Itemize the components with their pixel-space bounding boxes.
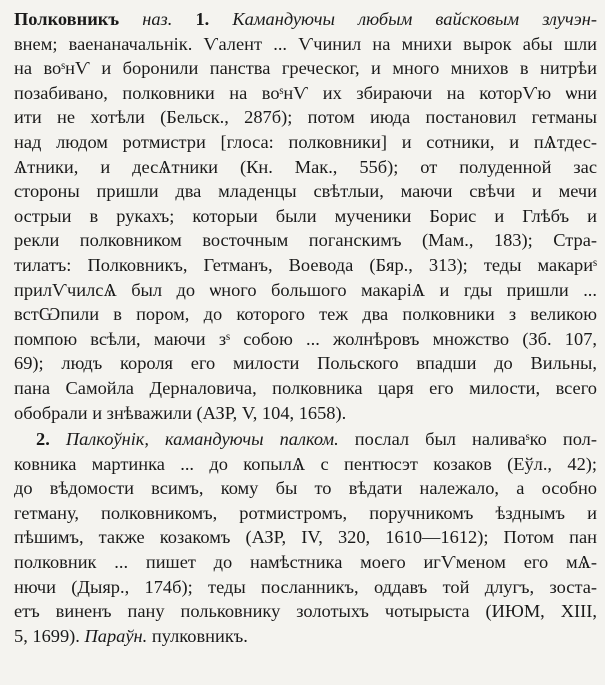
text-line: полковник ... пишет до намѣстника моего игѴменом его мѦ-: [14, 552, 597, 573]
text-line: позабивано, полковники на воˢнѴ их збираючи на которѴю ѡни: [14, 82, 597, 103]
text-line: 5, 1699).: [14, 625, 80, 646]
text-line: на воˢнѴ и боронили панства греческог, и много мнихов в нитрѣи: [14, 58, 597, 79]
text-line: до вѣдомости всимъ, кому бы то вѣдати належало, а особно: [14, 478, 597, 499]
text-line: обобрали и знѣважили (АЗР, V, 104, 1658).: [14, 402, 347, 423]
entry-sense-1: [14, 7, 597, 425]
text-line: 69); людъ короля его милости Польского впадши до Вильны,: [14, 353, 597, 374]
text-line: рекли полковником восточным поганскимъ (Мам., 183); Стра-: [14, 230, 597, 251]
headword: Полковникъ: [14, 9, 120, 29]
text-line: помпою всѣли, маючи зˢ собою ... жолнѣровъ множство (Зб. 107,: [14, 328, 597, 349]
text-line: пана Самойла Дерналовича, полковника царя его милости, всего: [14, 377, 597, 398]
text-line: тилатъ: Полковникъ, Гетманъ, Воевода (Бяр., 313); теды макариˢ: [14, 254, 597, 275]
text-line: ити не хотѣли (Бельск., 287б); потом июда постановил гетманы: [14, 107, 597, 128]
text-line: над людом ротмистри [глоса: полковники] и сотники, и пѦтдес-: [14, 131, 597, 152]
text-line: встѠпили в пором, до которого теж два полковники з великою: [14, 304, 597, 325]
text-line: нючи (Дыяр., 174б); теды посланникъ, оддавъ той длугъ, зоста-: [14, 576, 597, 597]
text-line: ковника мартинка ... до копылѦ с пентюсэт козаков (Еўл., 42);: [14, 453, 597, 474]
text-line: послал был наливаˢко пол-: [354, 429, 597, 450]
text-line: пѣшимъ, также козакомъ (АЗР, IV, 320, 1610—1612); Потом пан: [14, 527, 597, 548]
text-line: етъ виненъ пану польковнику золотыхъ чотырыста (ИЮМ, XIII,: [14, 601, 597, 622]
sense-gloss: Камандуючы любым вайсковым злучэн-: [232, 9, 597, 29]
text-line: стороны пришли два младенцы свѣтлыи, маючи свѣчи и мечи: [14, 181, 597, 202]
text-line: прилѴчилсѦ был до ѡного большого макаріѦ и гды пришли ...: [14, 279, 597, 300]
entry-sense-2: [14, 427, 597, 648]
sense-number: 1.: [195, 9, 210, 29]
sense-gloss: Палкоўнік, камандуючы палком.: [65, 429, 339, 450]
text-line: Ѧтники, и десѦтники (Кн. Мак., 55б); от полуденной зас: [14, 156, 597, 177]
sense-number: 2.: [36, 429, 50, 450]
paralel-word: пулковникъ.: [151, 625, 248, 646]
paralel-label: Параўн.: [84, 625, 148, 646]
text-line: внем; ваенаначальнік. Ѵалент ... Ѵчинил на мнихи вырок абы шли: [14, 33, 597, 54]
text-line: острыи в рукахъ; которыи были мученики Борис и Глѣбъ и: [14, 205, 597, 226]
part-of-speech: наз.: [142, 9, 173, 29]
text-line: гетману, полковникомъ, ротмистромъ, поручникомъ ѣзднымъ и: [14, 502, 597, 523]
